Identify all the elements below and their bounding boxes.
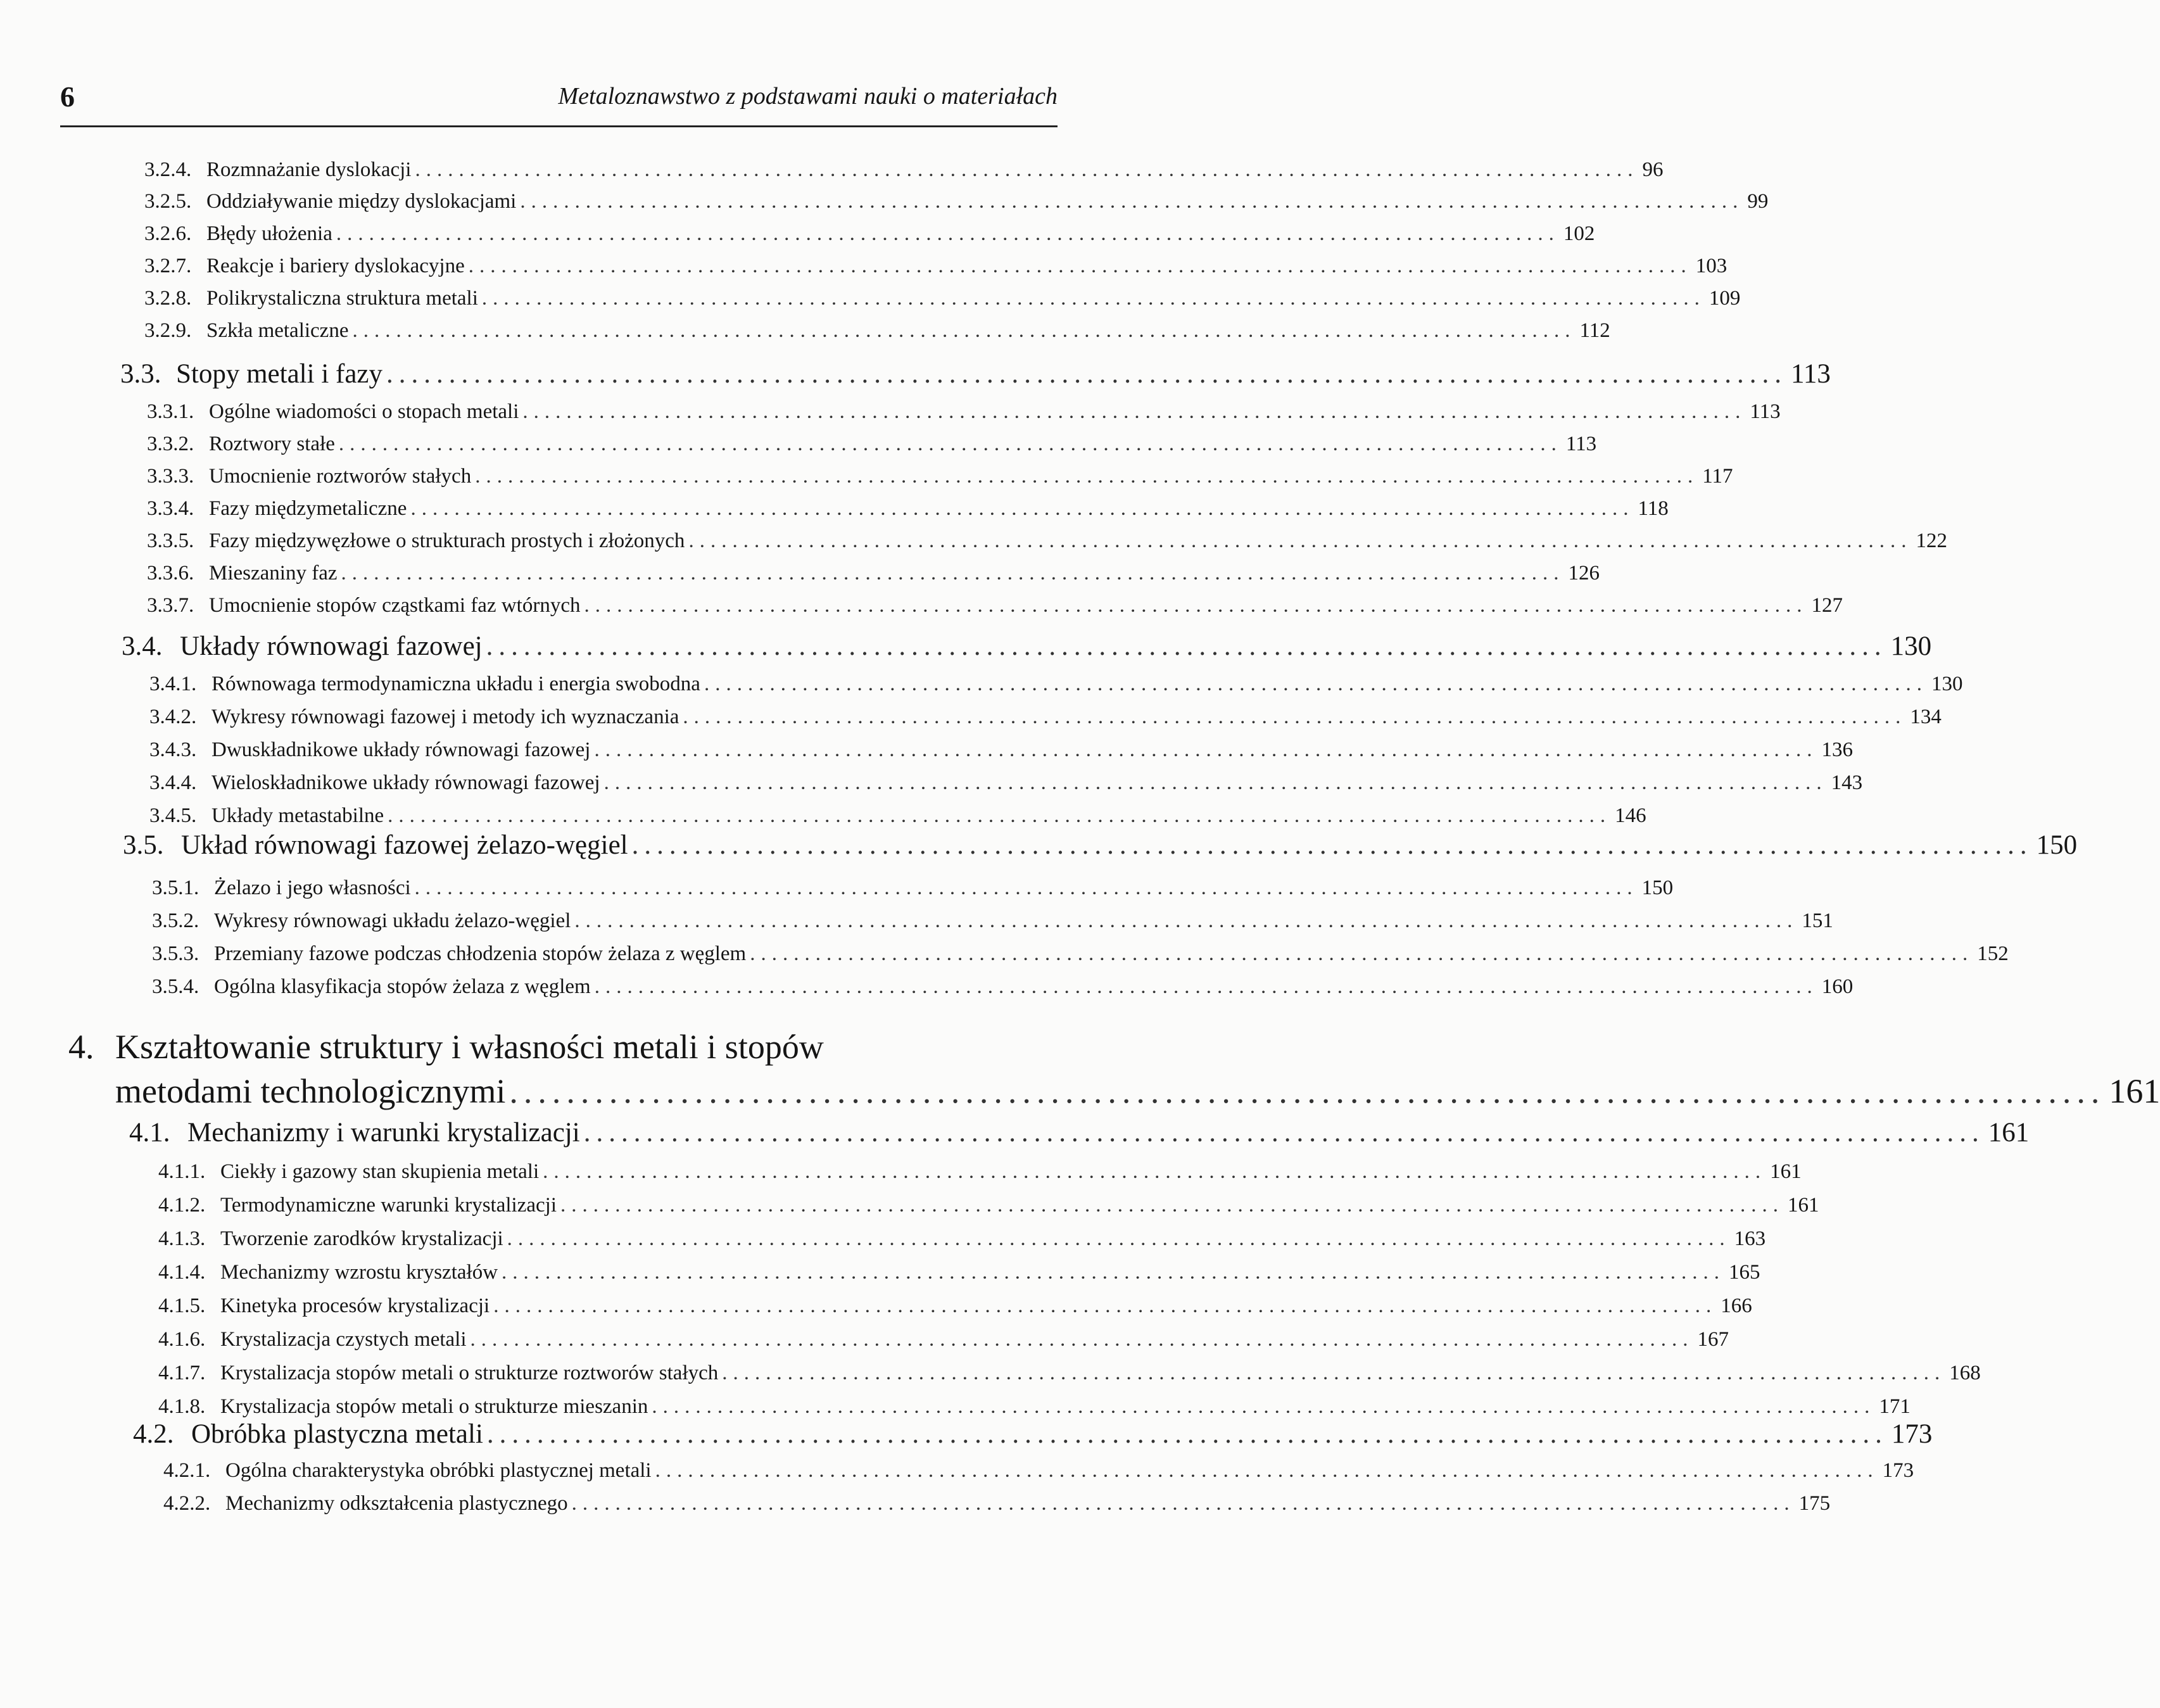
toc-entry-4-1-5 [158, 1294, 1752, 1318]
leader-dots: ................................................................................................................ [522, 400, 1746, 423]
leader-dots: ................................................................................................................ [388, 804, 1612, 827]
toc-page: 173 [1882, 1459, 1914, 1482]
leader-dots: ................................................................................................................ [481, 287, 1705, 310]
toc-title: Polikrystaliczna struktura metali [206, 287, 478, 310]
toc-page: 150 [1641, 876, 1674, 899]
toc-title: Kinetyka procesów krystalizacji [220, 1294, 490, 1317]
page-number: 6 [60, 80, 75, 113]
toc-page: 166 [1721, 1294, 1752, 1317]
toc-entry-3-2-6 [144, 222, 1595, 246]
toc-number: 3.3.2. [147, 433, 194, 455]
toc-page: 136 [1821, 738, 1853, 761]
toc-page: 160 [1821, 975, 1854, 998]
toc-number: 3.3.3. [147, 465, 194, 488]
toc-number: 3.5. [123, 830, 164, 860]
toc-title: Ogólne wiadomości o stopach metali [209, 400, 519, 423]
leader-dots: ................................................................................................................ [502, 1261, 1726, 1284]
toc-entry-3-2-7 [144, 255, 1727, 278]
toc-page: 118 [1638, 497, 1669, 520]
toc-title: Reakcje i bariery dyslokacyjne [206, 255, 465, 277]
toc-title: Rozmnażanie dyslokacji [206, 158, 412, 181]
toc-page: 113 [1565, 433, 1597, 455]
leader-dots: ................................................................................................................ [583, 1118, 1985, 1148]
leader-dots: ................................................................................................................ [493, 1294, 1717, 1317]
toc-number: 4.2. [133, 1419, 174, 1449]
leader-dots: ................................................................................................................ [543, 1160, 1767, 1183]
toc-number: 3.2.9. [144, 319, 192, 342]
toc-number: 3.3.1. [147, 400, 194, 423]
toc-entry-3-5 [123, 830, 2078, 861]
toc-entry-3-2-4 [144, 158, 1664, 182]
toc-title: Mieszaniny faz [209, 562, 338, 585]
toc-page: 165 [1729, 1261, 1760, 1284]
toc-page: 146 [1615, 804, 1646, 827]
leader-dots: ................................................................................................................ [750, 942, 1974, 965]
toc-entry-3-3-4 [147, 497, 1669, 521]
toc-title: Ogólna charakterystyka obróbki plastycznej metali [225, 1459, 652, 1482]
leader-dots: ................................................................................................................ [571, 1492, 1795, 1515]
toc-page: 99 [1747, 190, 1769, 213]
toc-title: Obróbka plastyczna metali [191, 1419, 483, 1449]
leader-dots: ................................................................................................................ [414, 876, 1638, 899]
toc-title: Układy równowagi fazowej [180, 631, 483, 661]
toc-page: 152 [1977, 942, 2009, 965]
toc-title: Wieloskładnikowe układy równowagi fazowej [212, 771, 600, 794]
toc-number: 4.1. [129, 1118, 170, 1148]
toc-title: Krystalizacja czystych metali [220, 1328, 467, 1351]
toc-title: Dwuskładnikowe układy równowagi fazowej [212, 738, 591, 761]
leader-dots: ................................................................................................................ [338, 433, 1562, 455]
toc-entry-3-5-1 [152, 876, 1674, 900]
leader-dots: ................................................................................................................ [352, 319, 1576, 342]
leader-dots: ................................................................................................................ [594, 975, 1818, 998]
toc-entry-4-2-2 [163, 1492, 1831, 1515]
toc-title: Fazy międzymetaliczne [209, 497, 407, 520]
toc-entry-4-1-7 [158, 1362, 1981, 1385]
toc-page: 161 [1770, 1160, 1802, 1183]
toc-page: 171 [1879, 1395, 1911, 1418]
toc-page: 112 [1579, 319, 1610, 342]
toc-page: 113 [1791, 359, 1831, 389]
toc-title: Mechanizmy wzrostu kryształów [220, 1261, 498, 1284]
toc-entry-4-1-2 [158, 1194, 1819, 1217]
toc-number: 3.2.4. [144, 158, 192, 181]
leader-dots: ................................................................................................................ [683, 705, 1907, 728]
leader-dots: ................................................................................................................ [475, 465, 1699, 488]
toc-entry-4-1-8 [158, 1395, 1911, 1419]
toc-page: 143 [1831, 771, 1863, 794]
toc-entry-4-1-6 [158, 1328, 1729, 1351]
leader-dots: ................................................................................................................ [655, 1459, 1879, 1482]
leader-dots: ................................................................................................................ [704, 673, 1928, 695]
toc-title: Termodynamiczne warunki krystalizacji [220, 1194, 557, 1217]
toc-title: Tworzenie zarodków krystalizacji [220, 1227, 503, 1250]
toc-page: 130 [1931, 673, 1963, 695]
toc-entry-4-2-1 [163, 1459, 1914, 1483]
toc-entry-3-4-1 [149, 673, 1963, 696]
toc-number: 4.1.8. [158, 1395, 206, 1418]
toc-title: Krystalizacja stopów metali o strukturze roztworów stałych [220, 1362, 719, 1384]
leader-dots: ................................................................................................................ [584, 594, 1808, 617]
toc-entry-3-3-3 [147, 465, 1733, 488]
toc-number: 3.3.7. [147, 594, 194, 617]
toc-title: Fazy międzywęzłowe o strukturach prostych i złożonych [209, 529, 685, 552]
leader-dots: ................................................................................................................ [631, 830, 2033, 860]
toc-number: 3.5.1. [152, 876, 199, 899]
toc-page: 173 [1891, 1419, 1933, 1449]
toc-title: Kształtowanie struktury i własności metali i stopów [115, 1028, 824, 1066]
toc-number: 3.3. [120, 359, 161, 389]
toc-title: Krystalizacja stopów metali o strukturze mieszanin [220, 1395, 648, 1418]
leader-dots: ................................................................................................................ [486, 1419, 1888, 1449]
toc-entry-3-5-2 [152, 909, 1833, 933]
toc-entry-3-4-4 [149, 771, 1863, 795]
toc-title: Ogólna klasyfikacja stopów żelaza z węglem [214, 975, 591, 998]
toc-number: 4.2.2. [163, 1492, 211, 1515]
toc-number: 3.5.4. [152, 975, 199, 998]
toc-page: 163 [1734, 1227, 1766, 1250]
leader-dots: ................................................................................................................ [386, 359, 1788, 389]
toc-page: 130 [1890, 631, 1932, 661]
toc-number: 3.4.1. [149, 673, 197, 695]
leader-dots: ................................................................................................................ [574, 909, 1798, 932]
toc-number: 3.4.5. [149, 804, 197, 827]
toc-entry-3-4-3 [149, 738, 1853, 762]
leader-dots: ................................................................................................................ [652, 1395, 1876, 1418]
toc-number: 4.1.2. [158, 1194, 206, 1217]
toc-page: 126 [1568, 562, 1600, 585]
toc-entry-3-3-5 [147, 529, 1947, 553]
toc-page: 175 [1798, 1492, 1831, 1515]
toc-title: Przemiany fazowe podczas chłodzenia stopów żelaza z węglem [214, 942, 747, 965]
leader-dots: ................................................................................................................ [415, 158, 1639, 181]
toc-number: 4.1.5. [158, 1294, 206, 1317]
toc-number: 3.3.4. [147, 497, 194, 520]
page-header [60, 75, 1058, 127]
leader-dots: ................................................................................................................ [470, 1328, 1694, 1351]
toc-number: 3.5.3. [152, 942, 199, 965]
toc-entry-3-2-9 [144, 319, 1610, 343]
leader-dots: ................................................................................................................ [341, 562, 1565, 585]
toc-number: 4.1.3. [158, 1227, 206, 1250]
leader-dots: ................................................................................................................ [603, 771, 1828, 794]
toc-page: 122 [1916, 529, 1947, 552]
toc-number: 4.1.7. [158, 1362, 206, 1384]
toc-chapter-4-line2 [115, 1072, 2160, 1111]
leader-dots: ................................................................................................................ [509, 1072, 2106, 1110]
toc-title: Umocnienie roztworów stałych [209, 465, 472, 488]
toc-title: Roztwory stałe [209, 433, 335, 455]
toc-entry-3-2-5 [144, 190, 1769, 213]
toc-entry-3-5-4 [152, 975, 1854, 999]
leader-dots: ................................................................................................................ [468, 255, 1692, 277]
toc-title: Błędy ułożenia [206, 222, 332, 245]
toc-entry-3-3-7 [147, 594, 1843, 617]
toc-page: 134 [1910, 705, 1942, 728]
toc-number: 3.2.6. [144, 222, 192, 245]
toc-number: 3.5.2. [152, 909, 199, 932]
toc-entry-3-4-5 [149, 804, 1646, 828]
toc-title: Oddziaływanie między dyslokacjami [206, 190, 517, 213]
toc-page: 127 [1811, 594, 1843, 617]
toc-page: 102 [1563, 222, 1595, 245]
toc-title: Mechanizmy i warunki krystalizacji [187, 1118, 580, 1148]
toc-number: 3.4. [122, 631, 163, 661]
toc-page: 117 [1702, 465, 1733, 488]
toc-entry-3-3-2 [147, 433, 1597, 456]
toc-number: 3.4.3. [149, 738, 197, 761]
toc-page: 167 [1697, 1328, 1729, 1351]
leader-dots: ................................................................................................................ [594, 738, 1818, 761]
toc-page: 150 [2036, 830, 2078, 860]
toc-page: 161 [2109, 1072, 2160, 1110]
leader-dots: ................................................................................................................ [507, 1227, 1731, 1250]
toc-page: 168 [1949, 1362, 1981, 1384]
toc-number: 3.2.7. [144, 255, 192, 277]
toc-entry-4-1-1 [158, 1160, 1802, 1184]
toc-number: 4. [68, 1028, 94, 1066]
toc-entry-4-2 [133, 1419, 1933, 1450]
toc-page: 109 [1708, 287, 1741, 310]
toc-entry-3-2-8 [144, 287, 1741, 310]
toc-title: Szkła metaliczne [206, 319, 349, 342]
toc-page: 161 [1787, 1194, 1819, 1217]
leader-dots: ................................................................................................................ [520, 190, 1744, 213]
toc-number: 3.4.2. [149, 705, 197, 728]
toc-number: 3.2.5. [144, 190, 192, 213]
toc-entry-3-5-3 [152, 942, 2009, 966]
toc-title: Ciekły i gazowy stan skupienia metali [220, 1160, 540, 1183]
leader-dots: ................................................................................................................ [336, 222, 1560, 245]
toc-number: 4.1.1. [158, 1160, 206, 1183]
toc-entry-3-3-1 [147, 400, 1781, 424]
toc-title: Mechanizmy odkształcenia plastycznego [225, 1492, 568, 1515]
toc-page: 96 [1642, 158, 1664, 181]
toc-entry-3-4-2 [149, 705, 1942, 729]
toc-page: 151 [1802, 909, 1833, 932]
toc-chapter-4-line1 [68, 1027, 1044, 1066]
toc-entry-3-3-6 [147, 562, 1600, 585]
toc-title: Stopy metali i fazy [176, 359, 383, 389]
toc-page: 103 [1695, 255, 1727, 277]
toc-title: Umocnienie stopów cząstkami faz wtórnych [209, 594, 581, 617]
toc-title: Układy metastabilne [212, 804, 384, 827]
leader-dots: ................................................................................................................ [688, 529, 1912, 552]
toc-title: Układ równowagi fazowej żelazo-węgiel [181, 830, 628, 860]
toc-number: 3.4.4. [149, 771, 197, 794]
toc-page: 161 [1988, 1118, 2030, 1148]
toc-entry-4-1 [129, 1117, 2030, 1148]
toc-entry-3-3 [120, 358, 1831, 389]
toc-number: 4.1.4. [158, 1261, 206, 1284]
leader-dots: ................................................................................................................ [486, 631, 1887, 661]
toc-entry-3-4 [122, 631, 1932, 662]
toc-title: metodami technologicznymi [115, 1072, 506, 1110]
toc-page: 113 [1750, 400, 1781, 423]
toc-entry-4-1-4 [158, 1261, 1760, 1284]
toc-title: Równowaga termodynamiczna układu i energia swobodna [212, 673, 700, 695]
toc-number: 4.1.6. [158, 1328, 206, 1351]
leader-dots: ................................................................................................................ [560, 1194, 1784, 1217]
toc-title: Wykresy równowagi układu żelazo-węgiel [214, 909, 571, 932]
leader-dots: ................................................................................................................ [410, 497, 1634, 520]
toc-title: Wykresy równowagi fazowej i metody ich wyznaczania [212, 705, 679, 728]
toc-number: 3.3.6. [147, 562, 194, 585]
toc-number: 4.2.1. [163, 1459, 211, 1482]
toc-title: Żelazo i jego własności [214, 876, 411, 899]
toc-number: 3.2.8. [144, 287, 192, 310]
running-title: Metaloznawstwo z podstawami nauki o materiałach [558, 83, 1058, 110]
toc-number: 3.3.5. [147, 529, 194, 552]
leader-dots: ................................................................................................................ [722, 1362, 1946, 1384]
toc-entry-4-1-3 [158, 1227, 1766, 1251]
